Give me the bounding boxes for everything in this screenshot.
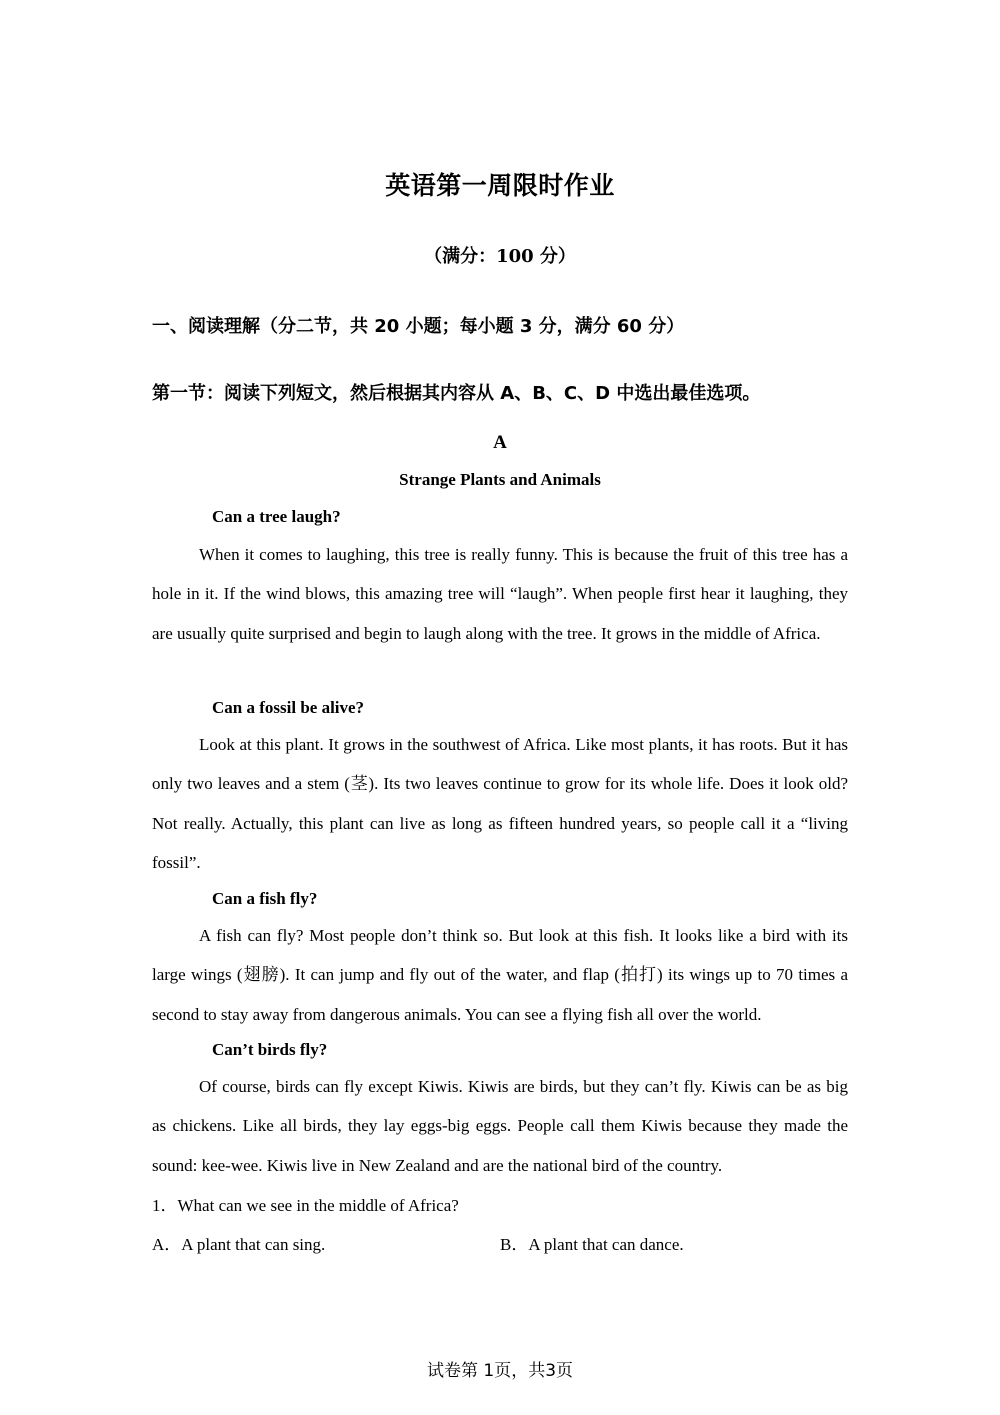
- subheading-fish: Can a fish fly?: [212, 889, 318, 908]
- paragraph-birds: Of course, birds can fly except Kiwis. Kiwis are birds, but they can’t fly. Kiwis can be as big as chickens. Like all birds, they lay eggs-big eggs. People call them Kiwis because they made the sound: kee-wee. Kiwis live in New Zealand and are the national bird of the country.: [152, 1077, 848, 1175]
- subheading-fossil: Can a fossil be alive?: [212, 698, 365, 717]
- part-heading: 第一节：阅读下列短文，然后根据其内容从 A、B、C、D 中选出最佳选项。: [152, 383, 761, 404]
- paragraph-fish: A fish can fly? Most people don’t think so. But look at this fish. It looks like a bird with its large wings (翅膀). It can jump and fly out of the water, and flap (拍打) its wings up to 70 times a second to stay away from dangerous animals. You can see a flying fish all over the world.: [152, 926, 848, 1024]
- document-title: 英语第一周限时作业: [385, 171, 615, 200]
- score-note: （满分：100 分）: [424, 246, 576, 267]
- question-text: 1．What can we see in the middle of Africa?: [152, 1196, 459, 1215]
- subheading-birds: Can’t birds fly?: [212, 1040, 328, 1059]
- section-heading: 一、阅读理解（分二节，共 20 小题；每小题 3 分，满分 60 分）: [152, 316, 685, 337]
- subheading-tree: Can a tree laugh?: [212, 507, 341, 526]
- option-b: B．A plant that can dance.: [500, 1235, 684, 1254]
- passage-letter: A: [493, 432, 507, 453]
- passage-title: Strange Plants and Animals: [399, 470, 601, 489]
- option-a: A．A plant that can sing.: [152, 1235, 326, 1254]
- page-footer: 试卷第 1页，共3页: [426, 1361, 574, 1381]
- paragraph-fossil: Look at this plant. It grows in the southwest of Africa. Like most plants, it has roots. But it has only two leaves and a stem (茎). Its two leaves continue to grow for its whole life. Does it look old? Not really. Actually, this plant can live as long as fifteen hundred years, so people call it a “living fossil”.: [152, 735, 848, 872]
- paragraph-tree: When it comes to laughing, this tree is really funny. This is because the fruit of this tree has a hole in it. If the wind blows, this amazing tree will “laugh”. When people first hear it laughing, they are usually quite surprised and begin to laugh along with the tree. It grows in the middle of Africa.: [152, 545, 848, 643]
